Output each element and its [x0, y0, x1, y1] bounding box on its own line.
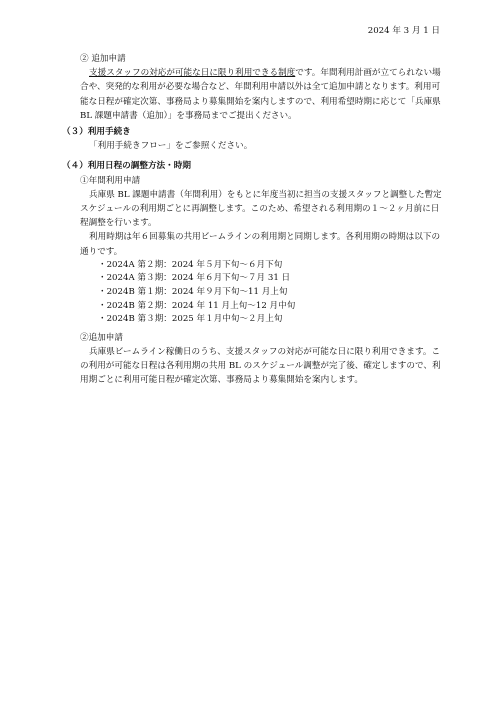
- section-2-title: ② 追加申請: [80, 54, 126, 64]
- usage-period-list: [62, 259, 446, 327]
- annual-application-title: ①年間利用申請: [80, 175, 141, 186]
- document-date: 2024 年 3 月 1 日: [367, 26, 440, 36]
- usage-period-item: ・2024A 第２期：2024 年５月下旬～６月下旬: [98, 259, 283, 270]
- section-4-heading: （４）利用日程の調整方法・時期: [62, 161, 191, 172]
- usage-period-item: ・2024B 第２期：2024 年 11 月上旬～12 月中旬: [98, 300, 296, 311]
- annual-application-paragraph-1: 兵庫県 BL 課題申請書（年間利用）をもとに年度当初に担当の支援スタッフと調整した暫定スケジュールの利用期ごとに再調整します。このため、希望される利用期の１～２ヶ月前に日程調整を行います。: [80, 189, 442, 229]
- usage-period-item: ・2024B 第３期：2025 年１月中旬～２月上旬: [98, 314, 283, 325]
- usage-period-item: ・2024B 第１期：2024 年９月下旬～11 月上旬: [98, 287, 288, 298]
- usage-period-item: ・2024A 第３期：2024 年６月下旬～７月 31 日: [98, 273, 291, 284]
- additional-application-paragraph: 兵庫県ビームライン稼働日のうち、支援スタッフの対応が可能な日に限り利用できます。この利用が可能な日程は各利用期の共用 BL のスケジュール調整が完了後、確定しますので、利用期ごとに利用可能日程が確定次第、事務局より募集開始を案内します。: [80, 347, 441, 386]
- section-2-underlined: 支援スタッフの対応が可能な日に限り利用できる制度: [89, 68, 296, 79]
- annual-application-paragraph-2: 利用時期は年６回募集の共用ビームラインの利用期と同期します。各利用期の時期は以下の通りです。: [80, 232, 441, 257]
- section-3-heading: （３）利用手続き: [62, 127, 131, 138]
- additional-application-title: ②追加申請: [80, 332, 123, 343]
- section-3-text: 「利用手続きフロー」をご参照ください。: [89, 141, 253, 152]
- section-2-rest: です。年間利用計画が立てられない場合や、突発的な利用が必要な場合など、年間利用申請以外は全て追加申請となります。利用可能な日程が確定次第、事務局より募集開始を案内しますので、利用希望時期に応じて「兵庫県 BL 課題申請書（追加）」を事務局までご提出ください。: [80, 68, 441, 121]
- section-2-paragraph: [62, 66, 446, 123]
- document-body: [62, 52, 446, 388]
